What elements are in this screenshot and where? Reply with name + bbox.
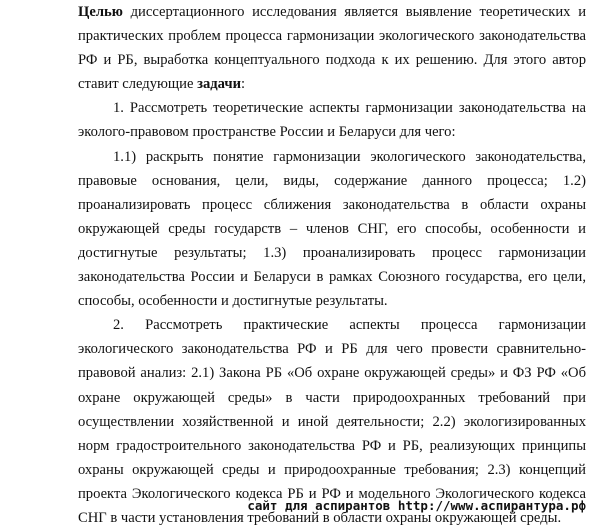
site-footer-watermark: сайт для аспирантов http://www.аспирантура.рф [247, 498, 586, 513]
task-1-subitems-paragraph: 1.1) раскрыть понятие гармонизации экологического законодательства, правовые основания, цели, виды, содержание данного процесса; 1.2) проанализировать процесс сближения законодательства в области охраны окружающей среды государств – членов СНГ, его способы, особенности и достигнутые результаты; 1.3) проанализировать процесс гармонизации законодательства России и Беларуси в рамках Союзного государства, его цели, способы, особенности и достигнутые результаты. [78, 148, 586, 310]
tasks-colon: : [241, 76, 246, 93]
task-2-paragraph: 2. Рассмотреть практические аспекты процесса гармонизации экологического законодательства РФ и РБ для чего провести сравнительно-правовой анализ: 2.1) Закона РБ «Об охране окружающей среды» и ФЗ РФ «Об охране окружающей среды» в части природоохранных требований при осуществлении хозяйственной и иной деятельности; 2.2) экологизированных норм градостроительного законодательства РФ и РБ, реализующих принципы охраны окружающей среды и природоохранные требования; 2.3) концепций проекта Экологического кодекса РБ и РФ и модельного Экологического кодекса СНГ в части установления требований в области охраны окружающей среды. [78, 317, 586, 526]
task-1-paragraph: 1. Рассмотреть теоретические аспекты гармонизации законодательства на эколого-правовом пространстве России и Беларуси для чего: [78, 100, 586, 141]
goal-text: диссертационного исследования является выявление теоретических и практических проблем процесса гармонизации экологического законодательства РФ и РБ, выработка концептуального подхода к их решению. Для этого автор ставит следующие [78, 4, 586, 93]
document-body [78, 0, 586, 530]
goal-paragraph [78, 0, 586, 96]
goal-label: Целью [78, 4, 123, 20]
tasks-label: задачи [197, 76, 241, 93]
